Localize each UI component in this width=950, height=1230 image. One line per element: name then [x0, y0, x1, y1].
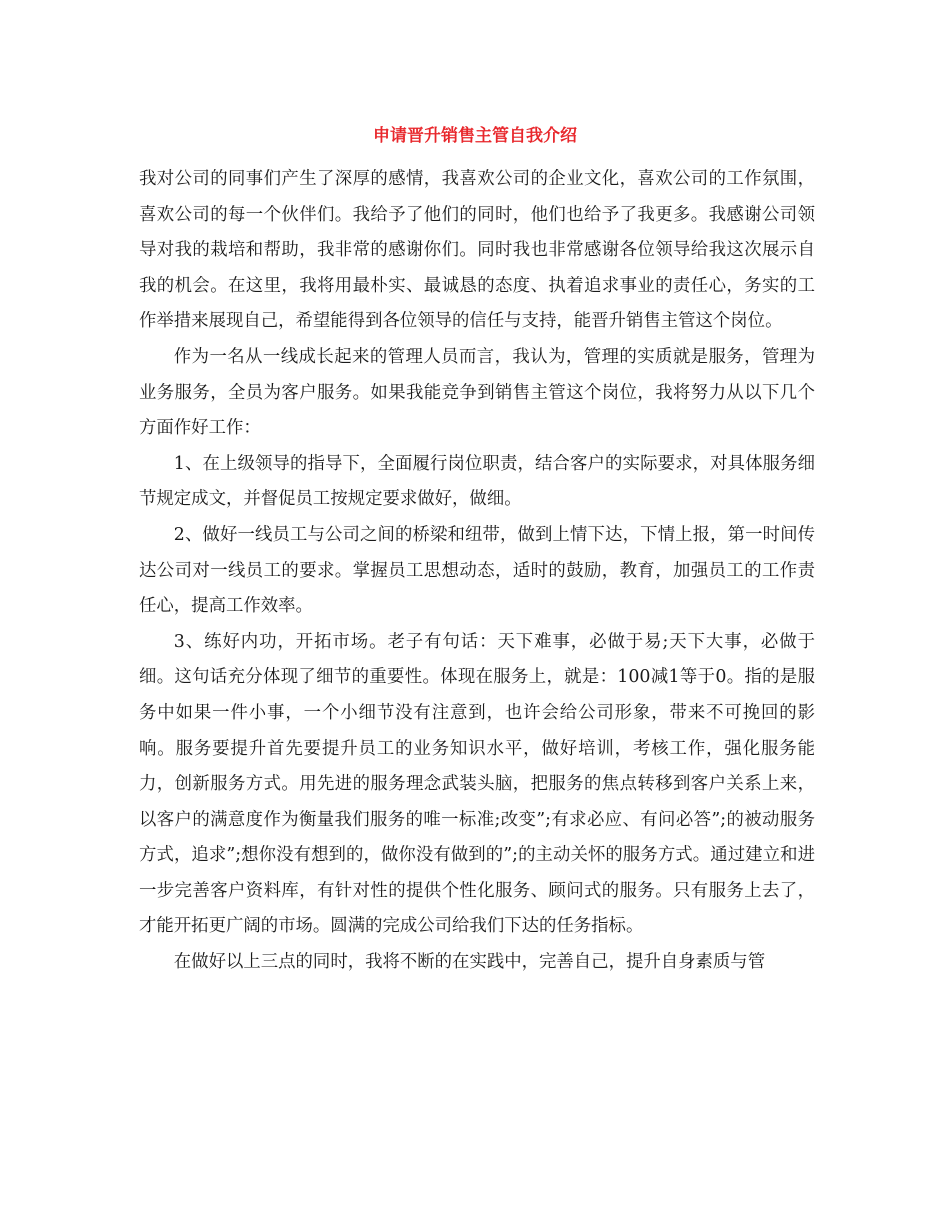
paragraph-intro: 我对公司的同事们产生了深厚的感情，我喜欢公司的企业文化，喜欢公司的工作氛围，喜欢公司的每一个伙伴们。我给予了他们的同时，他们也给予了我更多。我感谢公司领导对我的栽培和帮助，我非常的感谢你们。同时我也非常感谢各位领导给我这次展示自我的机会。在这里，我将用最朴实、最诚恳的态度、执着追求事业的责任心，务实的工作举措来展现自己，希望能得到各位领导的信任与支持，能晋升销售主管这个岗位。 — [139, 169, 815, 332]
paragraph-management: 作为一名从一线成长起来的管理人员而言，我认为，管理的实质就是服务，管理为业务服务，全员为客户服务。如果我能竞争到销售主管这个岗位，我将努力从以下几个方面作好工作： — [139, 346, 815, 439]
paragraph-point-2: 2、做好一线员工与公司之间的桥梁和纽带，做到上情下达，下情上报，第一时间传达公司对一线员工的要求。掌握员工思想动态，适时的鼓励，教育，加强员工的工作责任心，提高工作效率。 — [139, 524, 815, 617]
paragraph-closing: 在做好以上三点的同时，我将不断的在实践中，完善自己，提升自身素质与管 — [173, 952, 766, 973]
paragraph-point-1: 1、在上级领导的指导下，全面履行岗位职责，结合客户的实际要求，对具体服务细节规定成文，并督促员工按规定要求做好，做细。 — [139, 453, 815, 510]
document-title: 申请晋升销售主管自我介绍 — [373, 126, 577, 146]
document-body — [139, 162, 815, 981]
paragraph-point-3: 3、练好内功，开拓市场。老子有句话：天下难事，必做于易;天下大事，必做于细。这句话充分体现了细节的重要性。体现在服务上，就是：100减1等于0。指的是服务中如果一件小事，一个小细节没有注意到，也许会给公司形象，带来不可挽回的影响。服务要提升首先要提升员工的业务知识水平，做好培训，考核工作，强化服务能力，创新服务方式。用先进的服务理念武装头脑，把服务的焦点转移到客户关系上来，以客户的满意度作为衡量我们服务的唯一标准;改变”;有求必应、有问必答”;的被动服务方式，追求”;想你没有想到的，做你没有做到的”;的主动关怀的服务方式。通过建立和进一步完善客户资料库，有针对性的提供个性化服务、顾问式的服务。只有服务上去了，才能开拓更广阔的市场。圆满的完成公司给我们下达的任务指标。 — [139, 631, 815, 937]
